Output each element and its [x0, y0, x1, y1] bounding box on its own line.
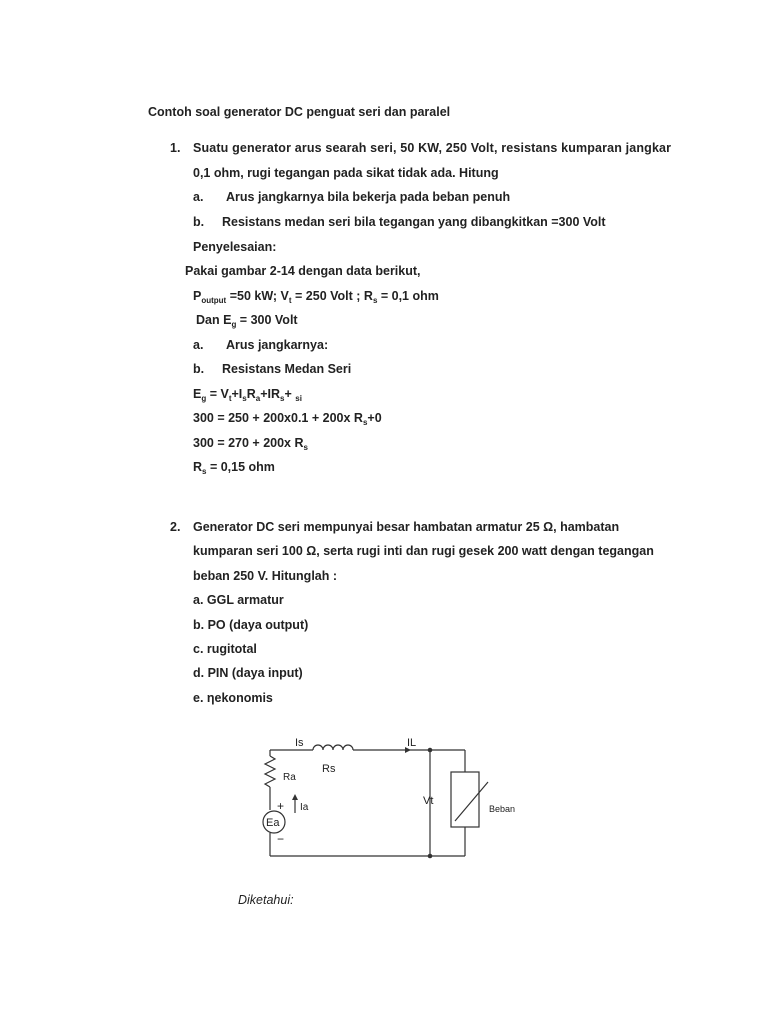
problem-1-statement: Suatu generator arus searah seri, 50 KW, 250 Volt, resistans kumparan jangkar [193, 141, 672, 155]
subscript: g [201, 394, 207, 403]
subscript: g [231, 320, 237, 329]
question-a-text: Arus jangkarnya bila bekerja pada beban penuh [226, 190, 511, 204]
subscript: s [202, 467, 207, 476]
armature-resistor [265, 756, 275, 787]
node-bottom [428, 854, 433, 859]
text: =50 kW; V [226, 289, 289, 303]
subscript: s [242, 394, 247, 403]
minus-sign: − [277, 832, 285, 846]
subscript: t [228, 394, 232, 403]
problem-2-number: 2. [170, 520, 181, 534]
subscript: output [201, 296, 227, 305]
text: +IR [260, 387, 281, 401]
text: E [193, 387, 202, 401]
problem-2-line-1: Generator DC seri mempunyai besar hambatan armatur 25 Ω, hambatan [193, 520, 620, 534]
problem-1-number: 1. [170, 141, 181, 155]
solution-a-label: a. [193, 338, 204, 352]
given-line: Pakai gambar 2-14 dengan data berikut, [185, 264, 421, 278]
known-heading: Diketahui: [238, 893, 294, 907]
problem-2-line-3: beban 250 V. Hitunglah : [193, 569, 338, 583]
il-label: IL [407, 737, 417, 749]
problem-2-line-2: kumparan seri 100 Ω, serta rugi inti dan rugi gesek 200 watt dengan tegangan [193, 544, 654, 558]
solution-a-text: Arus jangkarnya: [226, 338, 329, 352]
equation-3 [193, 435, 308, 451]
question-2d: d. PIN (daya input) [193, 666, 303, 680]
vt-label: Vt [423, 795, 434, 807]
text: R [246, 387, 256, 401]
question-b-text: Resistans medan seri bila tegangan yang dibangkitkan =300 Volt [222, 215, 606, 229]
series-coil [313, 745, 353, 750]
data-line-2 [196, 312, 298, 328]
question-b-label: b. [193, 215, 205, 229]
question-2c: c. rugitotal [193, 642, 257, 656]
subscript: s [362, 418, 368, 427]
beban-label: Beban [489, 804, 516, 814]
data-line [193, 288, 439, 304]
node-top [428, 748, 433, 753]
ea-label: Ea [266, 817, 280, 829]
equation-4 [193, 459, 275, 475]
solution-b-label: b. [193, 362, 205, 376]
variable-arrow [455, 782, 488, 821]
text: R [193, 460, 203, 474]
problem-1-statement-cont: 0,1 ohm, rugi tegangan pada sikat tidak ada. Hitung [193, 166, 499, 180]
text: = 0,1 ohm [377, 289, 439, 303]
question-2b: b. PO (daya output) [193, 618, 309, 632]
question-2e: e. ηekonomis [193, 691, 273, 705]
text: 300 = 270 + 200x R [193, 436, 304, 450]
question-a-label: a. [193, 190, 204, 204]
text: = V [206, 387, 229, 401]
ia-label: Ia [300, 802, 309, 813]
text: = 0,15 ohm [206, 460, 275, 474]
text: = 300 Volt [236, 313, 298, 327]
solution-b-text: Resistans Medan Seri [222, 362, 352, 376]
ra-label: Ra [283, 772, 296, 783]
text: +I [231, 387, 243, 401]
equation-2 [193, 410, 382, 426]
subscript: t [288, 296, 292, 305]
text: Dan E [196, 313, 232, 327]
rs-label: Rs [322, 763, 336, 775]
text: +0 [367, 411, 382, 425]
is-label: Is [295, 737, 304, 749]
load-resistor [451, 772, 479, 827]
text: = 250 Volt ; R [291, 289, 373, 303]
series-generator-circuit [255, 730, 525, 875]
text: 300 = 250 + 200x0.1 + 200x R [193, 411, 363, 425]
plus-sign: + [277, 799, 285, 813]
subscript: a [255, 394, 261, 403]
subscript: s [372, 296, 378, 305]
subscript: s [280, 394, 285, 403]
page-title: Contoh soal generator DC penguat seri dan paralel [148, 105, 451, 119]
symbol: P [193, 289, 202, 303]
solution-heading: Penyelesaian: [193, 240, 277, 254]
subscript: s [303, 443, 308, 452]
text: + [284, 387, 292, 401]
question-2a: a. GGL armatur [193, 593, 284, 607]
subscript: si [295, 394, 302, 403]
equation-1 [193, 386, 302, 402]
ia-arrow-head [292, 794, 298, 800]
